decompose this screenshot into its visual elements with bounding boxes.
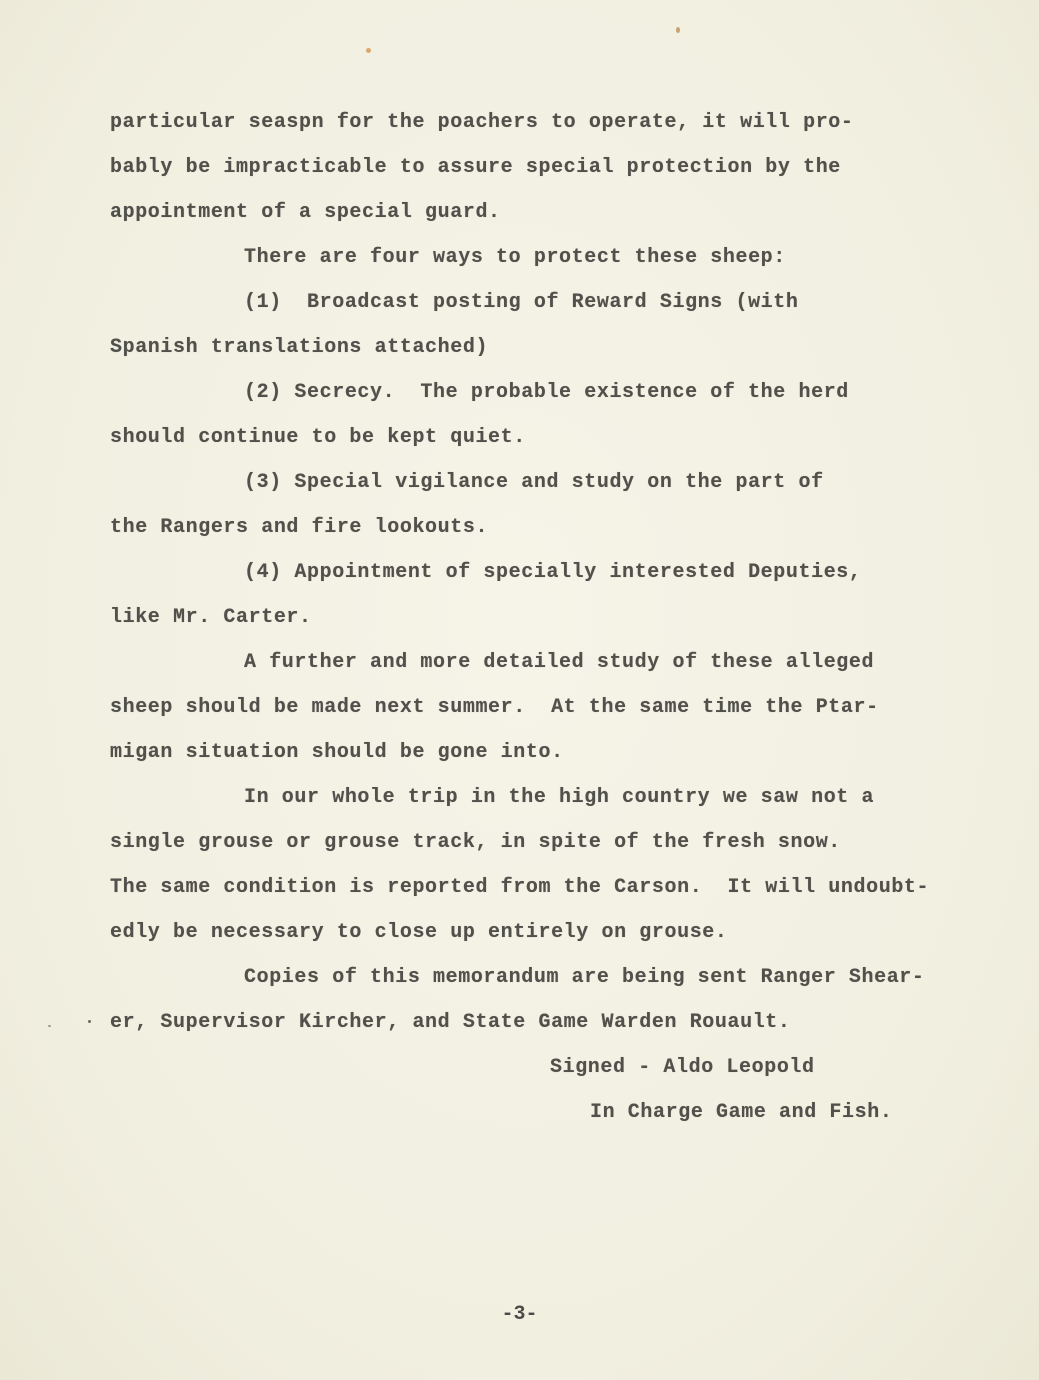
body-line: migan situation should be gone into. <box>110 741 564 764</box>
signature-title: In Charge Game and Fish. <box>590 1101 893 1124</box>
body-line: er, Supervisor Kircher, and State Game Warden Rouault. <box>110 1011 791 1034</box>
list-item-2-line: (2) Secrecy. The probable existence of the herd <box>244 381 849 404</box>
memo-body <box>110 100 990 1135</box>
list-item-1-line: Spanish translations attached) <box>110 336 489 359</box>
body-line: particular seaspn for the poachers to operate, it will pro- <box>110 111 854 134</box>
list-item-2-line: should continue to be kept quiet. <box>110 426 526 449</box>
body-line: In our whole trip in the high country we saw not a <box>244 786 875 809</box>
body-line: appointment of a special guard. <box>110 201 501 224</box>
body-line: single grouse or grouse track, in spite of the fresh snow. <box>110 831 841 854</box>
list-item-1-line: (1) Broadcast posting of Reward Signs (with <box>244 291 799 314</box>
paper-speck <box>676 27 680 33</box>
list-item-4-line: like Mr. Carter. <box>110 606 312 629</box>
paper-speck <box>366 48 371 53</box>
body-line: sheep should be made next summer. At the same time the Ptar- <box>110 696 879 719</box>
paper-speck <box>88 1020 91 1023</box>
body-line: There are four ways to protect these sheep: <box>244 246 786 269</box>
body-line: Copies of this memorandum are being sent Ranger Shear- <box>244 966 925 989</box>
list-item-3-line: (3) Special vigilance and study on the part of <box>244 471 824 494</box>
signature-line: Signed - Aldo Leopold <box>550 1056 815 1079</box>
list-item-4-line: (4) Appointment of specially interested Deputies, <box>244 561 862 584</box>
body-line: The same condition is reported from the Carson. It will undoubt- <box>110 876 930 899</box>
body-line: bably be impracticable to assure special protection by the <box>110 156 841 179</box>
body-line: A further and more detailed study of these alleged <box>244 651 875 674</box>
list-item-3-line: the Rangers and fire lookouts. <box>110 516 489 539</box>
paper-speck <box>48 1025 51 1027</box>
page-number: -3- <box>501 1303 538 1326</box>
body-line: edly be necessary to close up entirely on grouse. <box>110 921 728 944</box>
